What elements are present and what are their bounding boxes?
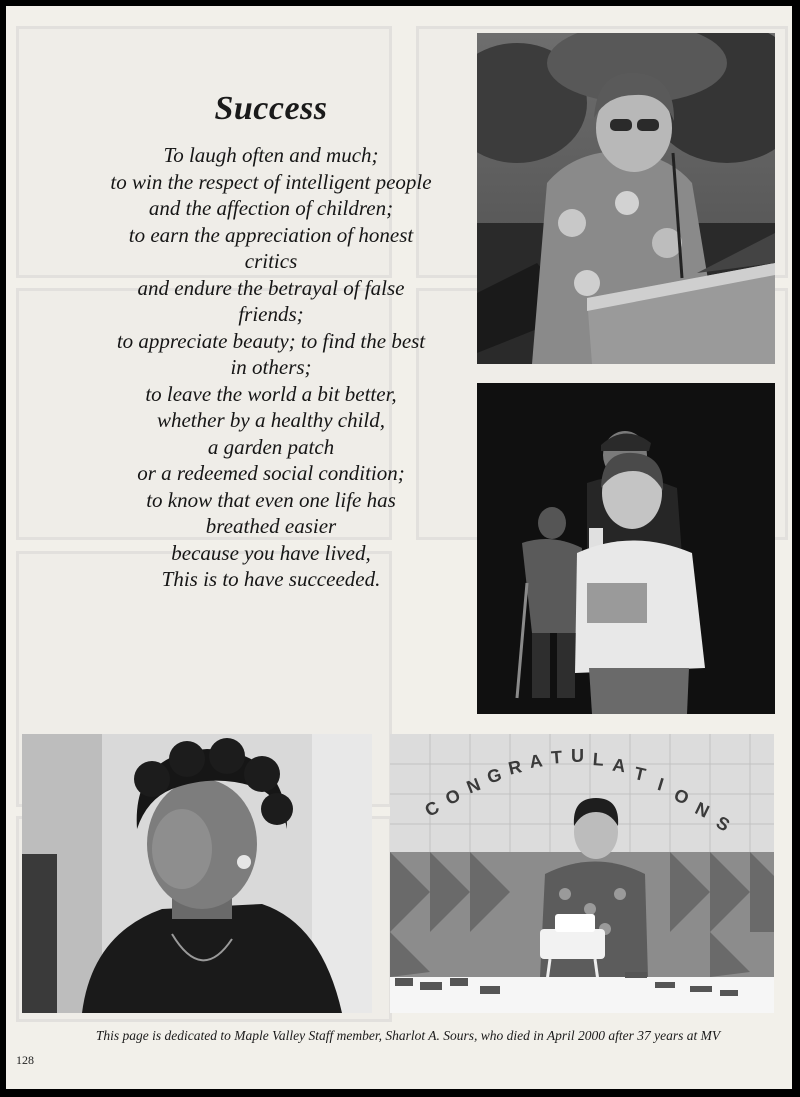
poem-line: critics [244,249,298,273]
poem-line: friends; [238,302,304,326]
photo-portrait-closeup [22,734,372,1013]
poem-line: in others; [230,355,312,379]
banner-letter: U [571,746,584,766]
poem-lines [66,142,476,593]
banner-letter: I [655,774,667,795]
poem-line: and the affection of children; [148,196,394,220]
poem-line: because you have lived, [171,540,371,565]
poem-line: to leave the world a bit better, [145,381,397,406]
poem-line: to earn the appreciation of honest [128,222,414,247]
banner-letter: T [632,762,648,785]
poem-line: to win the respect of intelligent people [110,169,432,194]
banner-letter: A [527,750,544,773]
poem-line: whether by a healthy child, [156,408,386,432]
banner-letter: L [592,749,605,770]
page-number: 128 [16,1053,34,1067]
dedication-caption: This page is dedicated to Maple Valley Staff member, Sharlot A. Sours, who died in April 2000 after 37 years at MV [95,1028,721,1043]
banner-letter: N [692,798,713,822]
poem-line: This is to have succeeded. [161,567,381,591]
poem-title: Success [214,90,328,127]
photo-podium-speaker [477,33,775,364]
poem-line: a garden patch [207,434,335,459]
banner-letter: R [506,756,524,779]
yearbook-page [6,6,792,1089]
photo-congratulations-cake [390,734,774,1013]
poem-line: to appreciate beauty; to find the best [116,328,426,353]
banner-letter: O [671,784,692,809]
banner-letter: N [463,774,484,798]
banner-letter: T [550,746,563,768]
photo-night-event [477,383,775,714]
banner-letter: O [442,784,464,810]
poem-line: and endure the betrayal of false [137,275,405,300]
poem [66,90,476,593]
banner-letter: C [421,796,443,821]
banner-letter: G [484,764,504,788]
banner-letter: A [611,754,628,777]
poem-line: breathed easier [205,514,337,538]
poem-line: To laugh often and much; [163,143,379,167]
poem-line: or a redeemed social condition; [137,461,405,485]
banner-letter: S [712,812,734,836]
poem-line: to know that even one life has [146,487,396,512]
